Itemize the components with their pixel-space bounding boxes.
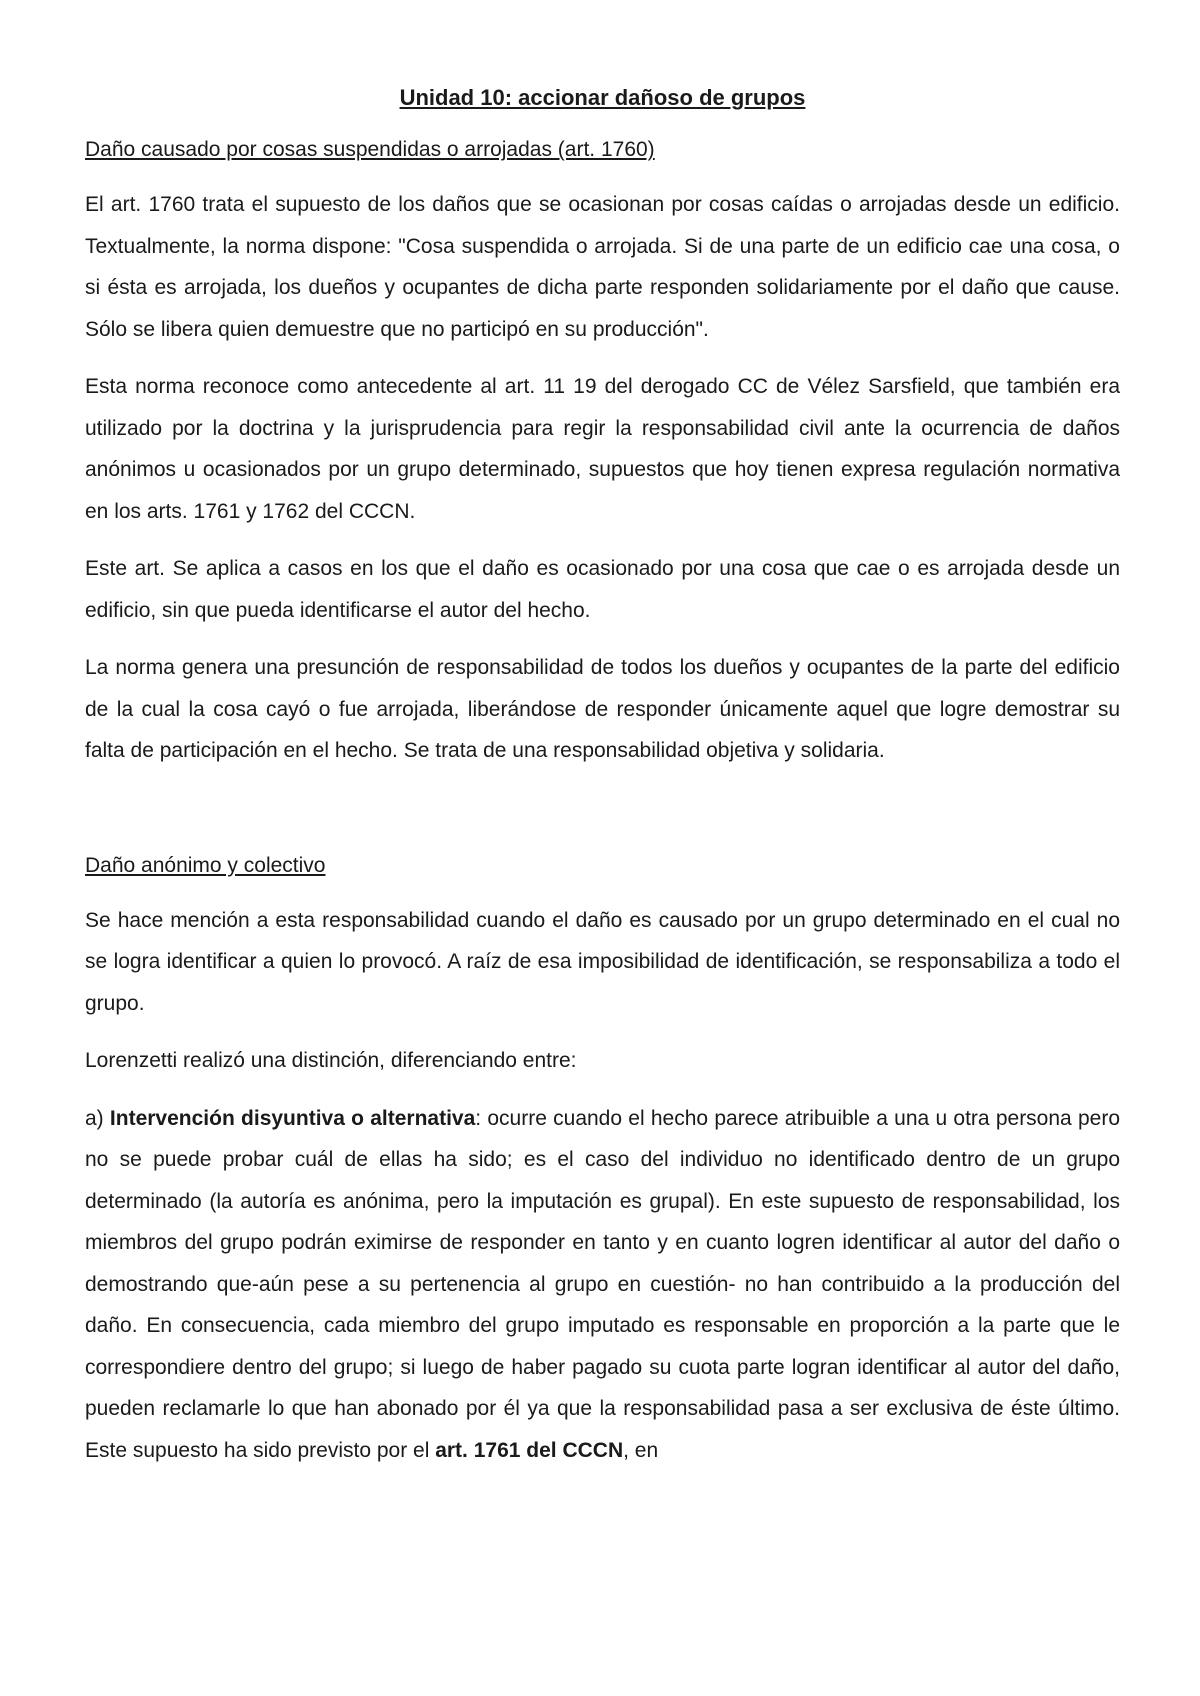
section-heading-dano-anonimo: Daño anónimo y colectivo	[85, 853, 326, 877]
article-reference: art. 1761 del CCCN	[435, 1438, 624, 1462]
list-marker: a)	[85, 1106, 110, 1130]
paragraph-presuncion: La norma genera una presunción de responsabilidad de todos los dueños y ocupantes de la parte del edificio de la cual la cosa cayó o fue arrojada, liberándose de responder únicamente aquel que logre demostrar su falta de participación en el hecho. Se trata de una responsabilidad objetiva y solidaria.	[85, 656, 1120, 762]
paragraph-text-end: , en	[623, 1438, 659, 1462]
paragraph-aplicacion: Este art. Se aplica a casos en los que el daño es ocasionado por una cosa que cae o es arrojada desde un edificio, sin que pueda identificarse el autor del hecho.	[85, 557, 1120, 622]
paragraph-intervencion-disyuntiva	[85, 1098, 1120, 1472]
paragraph-antecedente: Esta norma reconoce como antecedente al art. 11 19 del derogado CC de Vélez Sarsfield, que también era utilizado por la doctrina y la jurisprudencia para regir la responsabilidad civil ante la ocurrencia de daños anónimos u ocasionados por un grupo determinado, supuestos que hoy tienen expresa regulación normativa en los arts. 1761 y 1762 del CCCN.	[85, 375, 1120, 523]
section-spacer	[85, 788, 1120, 850]
section-heading-cosas-suspendidas: Daño causado por cosas suspendidas o arrojadas (art. 1760)	[85, 138, 655, 161]
bold-term: Intervención disyuntiva o alternativa	[109, 1106, 476, 1130]
page-title: Unidad 10: accionar dañoso de grupos	[399, 85, 806, 110]
paragraph-lorenzetti: Lorenzetti realizó una distinción, diferenciando entre:	[85, 1049, 577, 1072]
paragraph-art-1760: El art. 1760 trata el supuesto de los daños que se ocasionan por cosas caídas o arrojadas desde un edificio. Textualmente, la norma dispone: "Cosa suspendida o arrojada. Si de una parte de un edificio cae una cosa, o si ésta es arrojada, los dueños y ocupantes de dicha parte responden solidariamente por el daño que cause. Sólo se libera quien demuestre que no participó en su producción".	[85, 193, 1120, 341]
paragraph-mencion: Se hace mención a esta responsabilidad cuando el daño es causado por un grupo determinado en el cual no se logra identificar a quien lo provocó. A raíz de esa imposibilidad de identificación, se responsabiliza a todo el grupo.	[85, 908, 1120, 1015]
document-page	[85, 82, 1120, 1487]
paragraph-text: : ocurre cuando el hecho parece atribuible a una u otra persona pero no se puede probar cuál de ellas ha sido; es el caso del individuo no identificado dentro de un grupo determinado (la autoría es anónima, pero la imputación es grupal). En este supuesto de responsabilidad, los miembros del grupo podrán eximirse de responder en tanto y en cuanto logren identificar al autor del daño o demostrando que-aún pese a su pertenencia al grupo en cuestión- no han contribuido a la producción del daño. En consecuencia, cada miembro del grupo imputado es responsable en proporción a la parte que le correspondiere dentro del grupo; si luego de haber pagado su cuota parte logran identificar al autor del daño, pueden reclamarle lo que han abonado por él ya que la responsabilidad pasa a ser exclusiva de éste último. Este supuesto ha sido previsto por el	[85, 1106, 1120, 1462]
